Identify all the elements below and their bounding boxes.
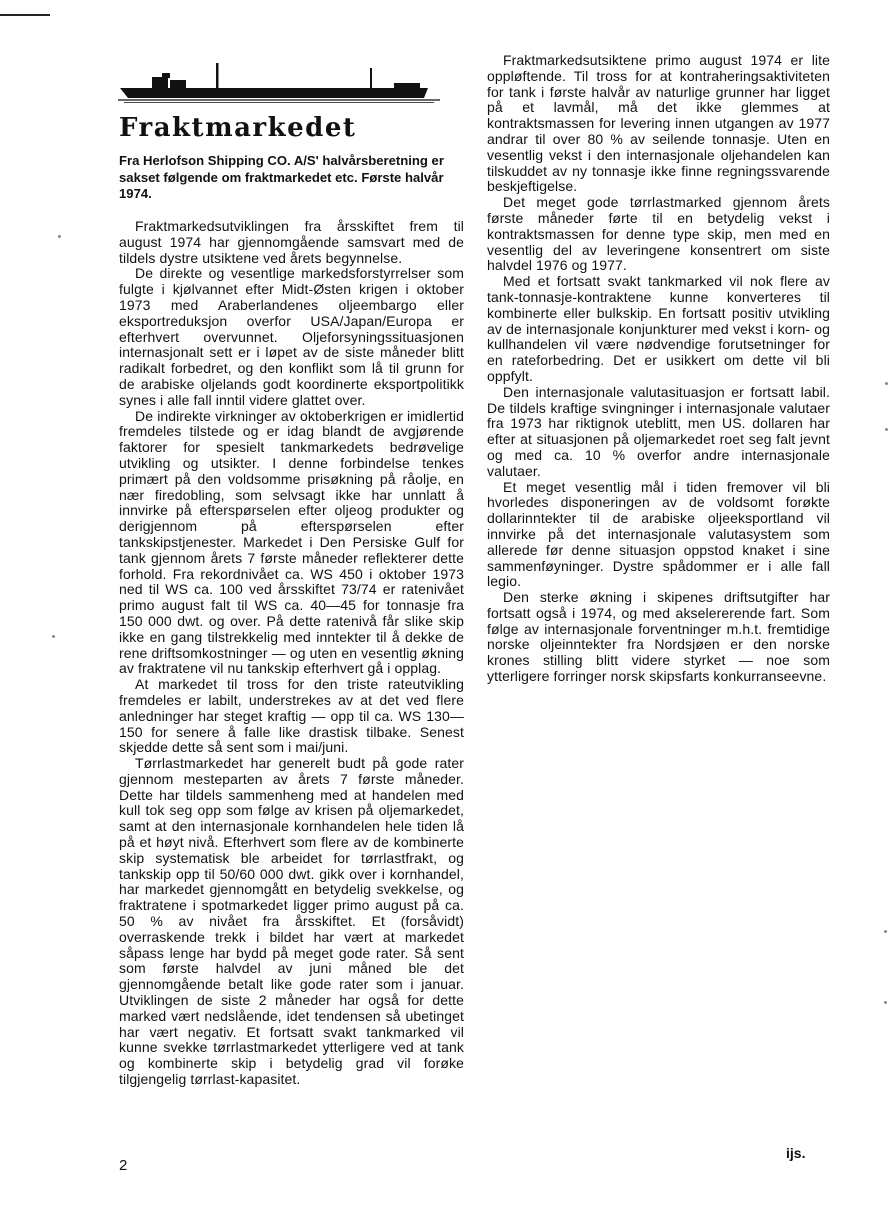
paper-speck [884, 1001, 887, 1004]
article-title: Fraktmarkedet [119, 113, 357, 143]
paragraph: At markedet til tross for den triste rateutvikling fremdeles er labilt, understrekes av at det ved flere anledninger har steget kraftig — opp til ca. WS 130—150 for senere å falle like drastisk tilbake. Senest skjedde dette så sent som i mai/juni. [119, 676, 464, 756]
top-edge-rule [0, 14, 50, 16]
paragraph: Fraktmarkedsutviklingen fra årsskiftet frem til august 1974 har gjennomgående samsvart med de tildels dystre utsiktene ved årets begynnelse. [119, 218, 464, 266]
paper-speck [58, 235, 61, 238]
paper-speck [52, 635, 55, 638]
paragraph: Et meget vesentlig mål i tiden fremover vil bli hvorledes disponeringen av de voldsomt forøkte dollarinntekter til de arabiske oljeeksportland vil innvirke på det internasjonale valutasystem som allerede før denne situasjon oppstod knaket i sine sammenføyninger. Dystre spådommer er i alle fall legio. [487, 478, 830, 590]
paragraph: Den internasjonale valutasituasjon er fortsatt labil. De tildels kraftige svingninger i internasjonale valutaer fra 1973 har riktignok uteblitt, men US. dollaren har efter at situasjonen på oljemarkedet roet seg falt jevnt og med ca. 10 % overfor andre internasjonale valutaer. [487, 383, 830, 479]
paragraph: De indirekte virkninger av oktoberkrigen er imidlertid fremdeles tilstede og er idag blandt de avgjørende faktorer for spesielt tankmarkedets bedrøvelige utvikling og utsikter. I denne forbindelse tenkes primært på den voldsomme prisøkning på råolje, en nær firedobling, som selvsagt ikke har unnlatt å innvirke på efterspørselen efter oljeog produkter og derigjennom på efterspørselen efter tankskipstjenester. Markedet i Den Persiske Gulf for tank gjennom årets 7 første måneder reflekterer dette forhold. Fra rekordnivået ca. WS 450 i oktober 1973 ned til WS ca. 100 ved årsskiftet 73/74 er ratenivået primo august falt til WS ca. 40—45 for tonnasje fra 150 000 dwt. og over. På dette ratenivå får slike skip ikke en gang tilstrekkelig med inntekter til å dekke de rene driftsomkostninger — og uten en vesentlig økning av fraktratene vil nu tankskip efterhvert gå i opplag. [119, 407, 464, 677]
paragraph: Fraktmarkedsutsiktene primo august 1974 er lite oppløftende. Til tross for at kontraheringsaktiviteten for tank i første halvår av naturlige grunner har ligget på et lavmål, må det ikke glemmes at kontraktsmassen for levering innen utgangen av 1977 andrar til over 80 % av seilende tonnasje. Uten en vesentlig vekst i den internasjonale oljehandelen kan tilskuddet av ny tonnasje ikke finne regningssvarende beskjeftigelse. [487, 52, 830, 195]
right-column [487, 53, 830, 685]
paper-speck [885, 428, 888, 431]
paper-speck [884, 930, 887, 933]
paragraph: Med et fortsatt svakt tankmarked vil nok flere av tank-tonnasje-kontraktene kunne konverteres til kombinerte eller bulkskip. En fortsatt positiv utvikling av de internasjonale konjunkturer med vekst i korn- og kullhandelen vil være nødvendige forutsetninger for en rateforbedring. Det er usikkert om dette vil bli oppfylt. [487, 273, 830, 384]
ship-silhouette-icon [118, 58, 440, 104]
paragraph: Tørrlastmarkedet har generelt budt på gode rater gjennom mesteparten av årets 7 første måneder. Dette har tildels sammenheng med at handelen med kull tok seg opp som følge av krisen på oljemarkedet, samt at den internasjonale kornhandelen hele tiden lå på et høyt nivå. Efterhvert som flere av de kombinerte skip systematisk ble arbeidet for tørrlastfrakt, og tankskip opp til 50/60 000 dwt. gikk over i kornhandel, har markedet gjennomgått en betydelig svekkelse, og fraktratene i spotmarkedet ligger primo august på ca. 50 % av nivået fra årsskiftet. Et (forsåvidt) overraskende trekk i bildet har vært at markedet såpass lenge har bydd på meget gode rater. Så sent som første halvdel av juni måned ble det gjennomgående betalt like gode rater som i januar. Utviklingen de siste 2 måneder har også for dette marked vært nedslående, idet tendensen så ubetinget har vært negativ. Et fortsatt svakt tankmarked vil kunne svekke tørrlastmarkedet ytterligere ved at tank og kombinerte skip i betydelig grad vil forøke tilgjengelig tørrlast-kapasitet. [119, 755, 464, 1088]
paper-speck [885, 382, 888, 385]
paragraph: Det meget gode tørrlastmarked gjennom årets første måneder førte til en betydelig vekst i kontraktsmassen for denne type skip, men med en vesentlig del av leveringene konsentrert om siste halvdel 1976 og 1977. [487, 194, 830, 274]
author-signature: ijs. [786, 1145, 806, 1161]
paragraph: Den sterke økning i skipenes driftsutgifter har fortsatt også i 1974, og med akselererende fart. Som følge av internasjonale forventninger m.h.t. fremtidige norske oljeinntekter fra Nordsjøen er den norske krones stilling blitt videre styrket — noe som ytterligere forringer norsk skipsfarts konkurranseevne. [487, 589, 830, 685]
article-lead: Fra Herlofson Shipping CO. A/S' halvårsberetning er sakset følgende om fraktmarkedet etc. Første halvår 1974. [119, 153, 444, 201]
paragraph: De direkte og vesentlige markedsforstyrrelser som fulgte i kjølvannet efter Midt-Østen krigen i oktober 1973 med Araberlandenes oljeembargo eller eksportreduksjon overfor USA/Japan/Europa er efterhvert overvunnet. Oljeforsyningssituasjonen internasjonalt sett er i løpet av de siste måneder blitt radikalt forbedret, og den konflikt som lå til grunn for de arabiske oljelands godt koordinerte eksportpolitikk synes i alle fall inntil videre glattet over. [119, 265, 464, 408]
left-column [119, 219, 464, 1088]
page-number: 2 [119, 1157, 128, 1174]
